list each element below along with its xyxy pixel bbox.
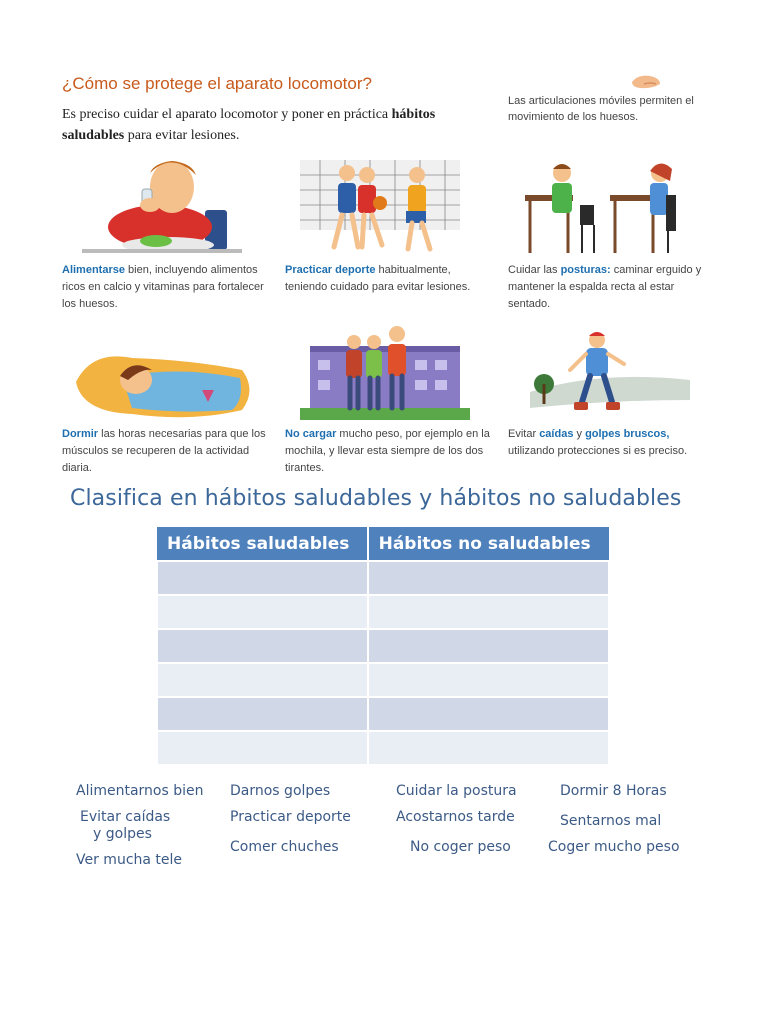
eating-illustration <box>80 155 280 260</box>
posture-illustration <box>520 155 720 260</box>
card-text: mucho peso, por ejemplo en la mochila, y llevar esta siempre de los dos tirantes. <box>285 428 490 474</box>
cell-healthy[interactable] <box>157 595 368 629</box>
table-header-row <box>157 527 609 561</box>
card-prefix: Evitar <box>508 428 540 440</box>
card-keyword: Dormir <box>62 428 99 440</box>
habits-table <box>156 527 610 766</box>
intro-paragraph <box>62 104 492 146</box>
word-evitar-caidas[interactable]: Evitar caídas <box>80 809 171 825</box>
word-sentarnos-mal[interactable]: Sentarnos mal <box>560 813 662 829</box>
card-text: bien, incluyendo alimentos ricos en calcio y vitaminas para fortalecer los huesos. <box>62 264 264 310</box>
word-comer-chuches[interactable]: Comer chuches <box>230 839 339 855</box>
cell-unhealthy[interactable] <box>368 731 609 765</box>
cell-unhealthy[interactable] <box>368 663 609 697</box>
cell-healthy[interactable] <box>157 629 368 663</box>
card-text: caminar erguido y mantener la espalda recta al estar sentado. <box>508 264 702 310</box>
table-row <box>157 561 609 595</box>
word-cuidar-postura[interactable]: Cuidar la postura <box>396 783 517 799</box>
card-text: utilizando protecciones si es preciso. <box>508 445 688 457</box>
word-dormir-8-horas[interactable]: Dormir 8 Horas <box>560 783 667 799</box>
cell-unhealthy[interactable] <box>368 561 609 595</box>
exercise-title: Clasifica en hábitos saludables y hábitos no saludables <box>70 486 682 511</box>
card-text: las horas necesarias para que los músculos se recuperen de la actividad diaria. <box>62 428 266 474</box>
page-heading: ¿Cómo se protege el aparato locomotor? <box>62 74 372 93</box>
cell-unhealthy[interactable] <box>368 595 609 629</box>
cell-unhealthy[interactable] <box>368 629 609 663</box>
word-darnos-golpes[interactable]: Darnos golpes <box>230 783 331 799</box>
card-sport <box>285 262 490 296</box>
card-weight <box>285 426 490 477</box>
card-posture <box>508 262 713 313</box>
cell-healthy[interactable] <box>157 561 368 595</box>
word-coger-mucho-peso[interactable]: Coger mucho peso <box>548 839 680 855</box>
side-note: Las articulaciones móviles permiten el movimiento de los huesos. <box>508 95 694 123</box>
card-middle: y <box>573 428 586 440</box>
card-falls <box>508 426 713 460</box>
word-ver-mucha-tele[interactable]: Ver mucha tele <box>76 852 183 868</box>
card-keyword: Alimentarse <box>62 264 125 276</box>
table-row <box>157 731 609 765</box>
table-row <box>157 595 609 629</box>
sleeping-illustration <box>72 330 272 435</box>
intro-text-end: para evitar lesiones. <box>124 128 240 143</box>
table-row <box>157 697 609 731</box>
word-y-golpes[interactable]: y golpes <box>93 826 152 842</box>
word-practicar-deporte[interactable]: Practicar deporte <box>230 809 351 825</box>
skating-illustration <box>520 330 720 435</box>
card-keyword: Practicar deporte <box>285 264 376 276</box>
cell-unhealthy[interactable] <box>368 697 609 731</box>
school-illustration <box>300 320 500 425</box>
cell-healthy[interactable] <box>157 697 368 731</box>
header-healthy: Hábitos saludables <box>157 527 368 561</box>
card-text: habitualmente, teniendo cuidado para evitar lesiones. <box>285 264 471 293</box>
cell-healthy[interactable] <box>157 731 368 765</box>
intro-bold-text: hábitos saludables <box>62 107 436 143</box>
table-row <box>157 663 609 697</box>
card-prefix: Cuidar las <box>508 264 561 276</box>
cell-healthy[interactable] <box>157 663 368 697</box>
word-acostarnos-tarde[interactable]: Acostarnos tarde <box>396 809 515 825</box>
header-unhealthy: Hábitos no saludables <box>368 527 609 561</box>
card-keyword: posturas: <box>560 264 611 276</box>
card-keyword: golpes bruscos, <box>585 428 670 440</box>
card-keyword: No cargar <box>285 428 337 440</box>
toe-illustration <box>630 72 662 90</box>
intro-text: Es preciso cuidar el aparato locomotor y poner en práctica <box>62 107 392 122</box>
table-row <box>157 629 609 663</box>
word-alimentarnos-bien[interactable]: Alimentarnos bien <box>76 783 204 799</box>
sports-illustration <box>300 155 500 260</box>
card-sleep <box>62 426 267 477</box>
card-keyword: caídas <box>539 428 574 440</box>
word-no-coger-peso[interactable]: No coger peso <box>410 839 511 855</box>
card-eat <box>62 262 267 313</box>
